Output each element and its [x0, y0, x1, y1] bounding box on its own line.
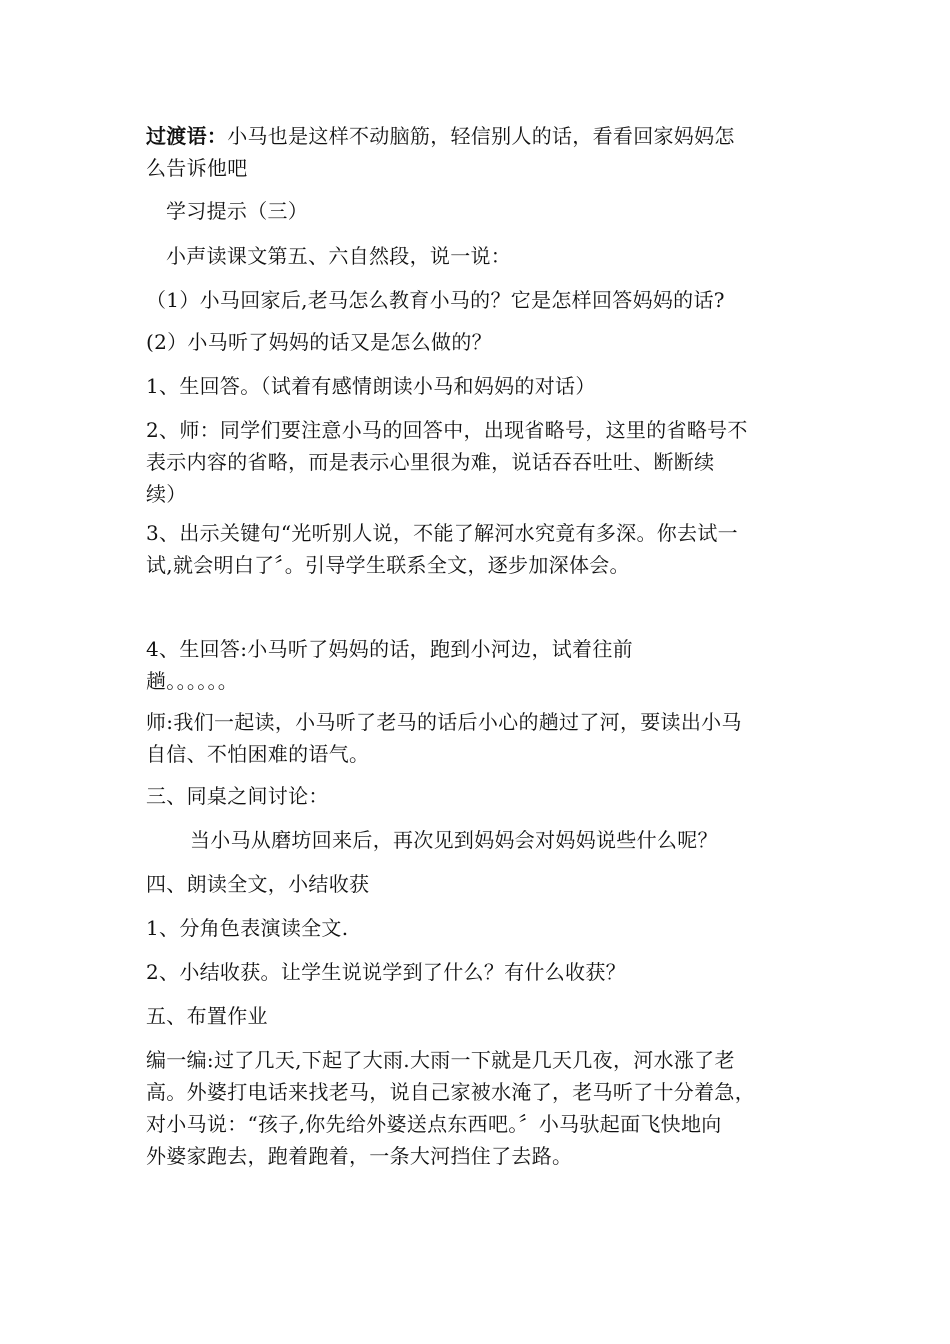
question-1: （1）小马回家后,老马怎么教育小马的？它是怎样回答妈妈的话? [146, 288, 725, 312]
teacher-paragraph [146, 706, 812, 770]
teacher-line-1: 师:我们一起读，小马听了老马的话后小心的趟过了河，要读出小马 [146, 710, 742, 734]
homework-line-2: 高。外婆打电话来找老马，说自己家被水淹了，老马听了十分着急， [146, 1080, 755, 1104]
section-3-question: 当小马从磨坊回来后，再次见到妈妈会对妈妈说些什么呢？ [190, 828, 718, 852]
homework-paragraph [146, 1044, 812, 1172]
teacher-line-2: 自信、不怕困难的语气。 [146, 742, 370, 766]
step-3-line-2: 试,就会明白了〞。引导学生联系全文，逐步加深体会。 [146, 553, 630, 577]
homework-line-3: 对小马说：“孩子,你先给外婆送点东西吧。〞小马驮起面飞快地向 [146, 1112, 722, 1136]
step-4-line-1: 4、生回答:小马听了妈妈的话，跑到小河边，试着往前 [146, 637, 633, 661]
step-3 [146, 517, 812, 581]
step-4 [146, 633, 812, 697]
step-2 [146, 414, 812, 510]
read-instruction: 小声读课文第五、六自然段，说一说： [166, 244, 512, 268]
section-5-title: 五、布置作业 [146, 1004, 268, 1028]
step-2-line-2: 表示内容的省略，而是表示心里很为难，说话吞吞吐吐、断断续 [146, 450, 715, 474]
section-4-item-1: 1、分角色表演读全文. [146, 916, 349, 940]
section-3-title: 三、同桌之间讨论： [146, 784, 329, 808]
transition-line-2: 么告诉他吧 [146, 156, 248, 180]
transition-label: 过渡语： [146, 124, 228, 148]
transition-text: 小马也是这样不动脑筋，轻信别人的话，看看回家妈妈怎 [227, 124, 735, 148]
study-tip-title: 学习提示（三） [166, 199, 309, 223]
step-3-line-1: 3、出示关键句“光听别人说，不能了解河水究竟有多深。你去试一 [146, 521, 738, 545]
transition-paragraph [146, 120, 812, 184]
step-2-line-3: 续） [146, 482, 187, 506]
transition-line-1 [146, 120, 812, 152]
step-1: 1、生回答。（试着有感情朗读小马和妈妈的对话） [146, 374, 596, 398]
section-4-item-2: 2、小结收获。让学生说说学到了什么？有什么收获？ [146, 960, 626, 984]
section-4-title: 四、朗读全文，小结收获 [146, 872, 370, 896]
question-2: (2）小马听了妈妈的话又是怎么做的？ [146, 330, 492, 354]
step-4-line-2: 趟。。。。。。 [146, 669, 239, 693]
homework-line-1: 编一编:过了几天,下起了大雨.大雨一下就是几天几夜，河水涨了老 [146, 1048, 735, 1072]
homework-line-4: 外婆家跑去，跑着跑着，一条大河挡住了去路。 [146, 1144, 573, 1168]
step-2-line-1: 2、师：同学们要注意小马的回答中，出现省略号，这里的省略号不 [146, 418, 748, 442]
